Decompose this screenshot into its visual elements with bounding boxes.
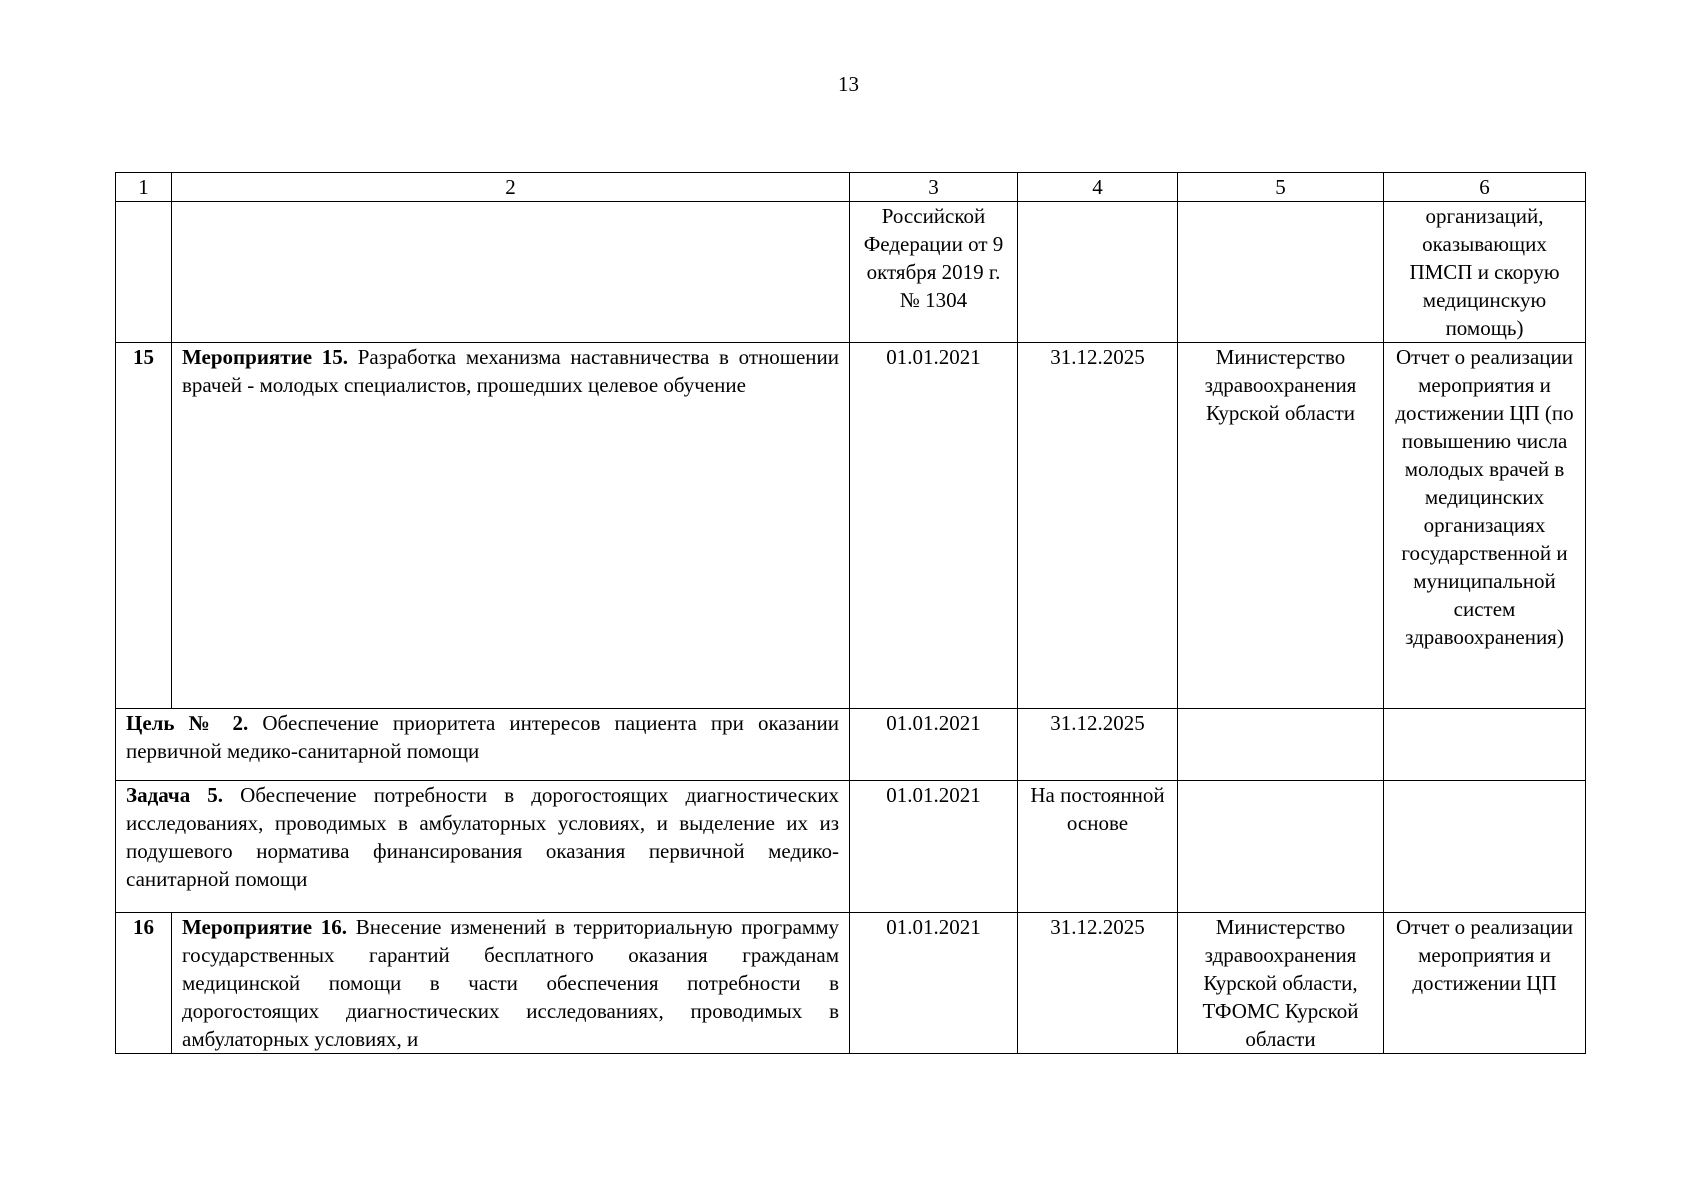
row-16-end-date: 31.12.2025 [1018, 913, 1178, 1054]
task-5-result [1384, 781, 1586, 913]
table-row-15 [116, 343, 1586, 709]
cont-num-cell [116, 202, 172, 343]
cont-desc-cell [172, 202, 850, 343]
cont-end-cell [1018, 202, 1178, 343]
goal-2-result [1384, 709, 1586, 781]
header-cell-3: 3 [850, 173, 1018, 202]
task-5-executor [1178, 781, 1384, 913]
row-15-description [172, 343, 850, 709]
row-16-number: 16 [116, 913, 172, 1054]
row-16-title: Мероприятие 16. [182, 915, 347, 939]
goal-2-start-date: 01.01.2021 [850, 709, 1018, 781]
cont-result-cell: организаций, оказывающих ПМСП и скорую медицинскую помощь) [1384, 202, 1586, 343]
header-cell-1: 1 [116, 173, 172, 202]
goal-2-text: Обеспечение приоритета интересов пациента при оказании первичной медико-санитарной помощи [126, 711, 839, 763]
cont-exec-cell [1178, 202, 1384, 343]
table-row-16 [116, 913, 1586, 1054]
row-16-start-date: 01.01.2021 [850, 913, 1018, 1054]
goal-2-title: Цель № 2. [126, 711, 249, 735]
cont-legal-basis-cell: Российской Федерации от 9 октября 2019 г. № 1304 [850, 202, 1018, 343]
task-5-end-date: На постоянной основе [1018, 781, 1178, 913]
goal-2-description [116, 709, 850, 781]
header-row [116, 173, 1586, 202]
task-5-description [116, 781, 850, 913]
header-cell-6: 6 [1384, 173, 1586, 202]
row-16-executor: Министерство здравоохранения Курской области, ТФОМС Курской области [1178, 913, 1384, 1054]
row-16-text: Внесение изменений в территориальную программу государственных гарантий бесплатного оказания гражданам медицинской помощи в части обеспечения потребности в дорогостоящих диагностических исследованиях, проводимых в амбулаторных условиях, и [182, 915, 839, 1051]
task-5-title: Задача 5. [126, 783, 224, 807]
row-15-start-date: 01.01.2021 [850, 343, 1018, 709]
row-15-title: Мероприятие 15. [182, 345, 348, 369]
task-5-start-date: 01.01.2021 [850, 781, 1018, 913]
goal-2-executor [1178, 709, 1384, 781]
row-15-executor: Министерство здравоохранения Курской области [1178, 343, 1384, 709]
table-row-goal-2 [116, 709, 1586, 781]
header-cell-4: 4 [1018, 173, 1178, 202]
row-16-result: Отчет о реализации мероприятия и достижении ЦП [1384, 913, 1586, 1054]
row-15-text: Разработка механизма наставничества в отношении врачей - молодых специалистов, прошедших целевое обучение [182, 345, 839, 397]
table-row-task-5 [116, 781, 1586, 913]
page-number: 13 [838, 72, 859, 96]
header-cell-2: 2 [172, 173, 850, 202]
table-row-continuation [116, 202, 1586, 343]
row-15-end-date: 31.12.2025 [1018, 343, 1178, 709]
task-5-text: Обеспечение потребности в дорогостоящих диагностических исследованиях, проводимых в амбулаторных условиях, и выделение их из подушевого норматива финансирования оказания первичной медико-санитарной помощи [126, 783, 839, 891]
row-15-result: Отчет о реализации мероприятия и достижении ЦП (по повышению числа молодых врачей в медицинских организациях государственной и муниципальной систем здравоохранения) [1384, 343, 1586, 709]
row-16-description [172, 913, 850, 1054]
plan-table [115, 172, 1586, 1054]
row-15-number: 15 [116, 343, 172, 709]
header-cell-5: 5 [1178, 173, 1384, 202]
goal-2-end-date: 31.12.2025 [1018, 709, 1178, 781]
